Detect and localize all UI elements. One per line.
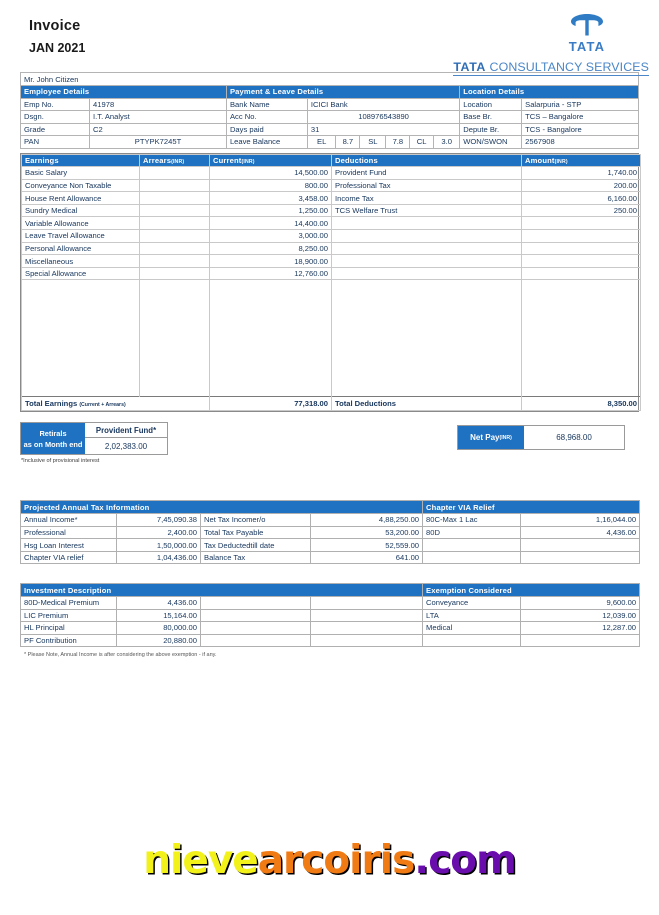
tax-left-value: 1,04,436.00 (117, 551, 201, 564)
spacer-cell (522, 280, 641, 289)
page-title: Invoice (29, 18, 81, 34)
spacer-cell (140, 280, 210, 289)
deduction-empty-amount (522, 230, 641, 243)
deduction-label: TCS Welfare Trust (332, 204, 522, 217)
earnings-deductions-block (20, 153, 639, 413)
earning-arrears (140, 267, 210, 280)
investment-mid-value (311, 622, 423, 635)
tax-left-value: 7,45,090.38 (117, 514, 201, 527)
employee-details-header: Employee Details (21, 86, 227, 99)
projected-tax-header-row (21, 501, 640, 514)
tax-left-label: Hsg Loan Interest (21, 539, 117, 552)
investment-value: 15,164.00 (117, 609, 201, 622)
arrears-col-header (140, 154, 210, 167)
exemption-label (423, 634, 521, 647)
earning-current: 14,400.00 (210, 217, 332, 230)
table-row (21, 609, 640, 622)
dsgn-value: I.T. Analyst (90, 111, 227, 124)
earning-arrears (140, 167, 210, 180)
table-row (21, 539, 640, 552)
retirals-title (21, 423, 85, 454)
leave-sl-code: SL (360, 136, 386, 149)
acc-no-value: 108976543890 (307, 111, 459, 124)
investment-mid-value (311, 597, 423, 610)
earning-label: Basic Salary (22, 167, 140, 180)
table-row (22, 167, 641, 180)
deduction-empty (332, 242, 522, 255)
earnings-spacer (22, 289, 641, 397)
via-value (521, 539, 640, 552)
deduction-amount: 200.00 (522, 179, 641, 192)
total-earnings-note: (Current + Arrears) (79, 402, 126, 409)
table-row (21, 551, 640, 564)
tax-mid-label: Tax Deductedtill date (201, 539, 311, 552)
deduction-empty (332, 255, 522, 268)
current-col-unit: (INR) (241, 158, 255, 165)
deduction-empty-amount (522, 267, 641, 280)
deduction-empty-amount (522, 255, 641, 268)
net-pay-value: 68,968.00 (556, 433, 592, 443)
deduction-empty (332, 230, 522, 243)
exemption-label: Conveyance (423, 597, 521, 610)
grade-value: C2 (90, 123, 227, 136)
earning-current: 800.00 (210, 179, 332, 192)
leave-cl-value: 3.0 (434, 136, 460, 149)
table-row (22, 242, 641, 255)
deduction-label: Provident Fund (332, 167, 522, 180)
retirals-netpay-row (20, 422, 639, 468)
earning-current: 3,000.00 (210, 230, 332, 243)
deduction-amount: 1,740.00 (522, 167, 641, 180)
table-row (21, 622, 640, 635)
base-br-label: Base Br. (460, 111, 522, 124)
provident-fund-label: Provident Fund* (85, 423, 167, 438)
earning-current: 14,500.00 (210, 167, 332, 180)
investment-label: PF Contribution (21, 634, 117, 647)
total-deductions-label: Total Deductions (332, 397, 522, 411)
tax-left-label: Annual Income* (21, 514, 117, 527)
earnings-spacer (22, 280, 641, 289)
site-watermark (0, 838, 659, 883)
investment-value: 80,000.00 (117, 622, 201, 635)
annual-income-footnote: * Please Note, Annual Income is after considering the above exemption - if any. (24, 652, 217, 659)
emp-no-value: 41978 (90, 98, 227, 111)
table-row (21, 136, 639, 149)
via-value: 4,436.00 (521, 526, 640, 539)
tata-wordmark: TATA (568, 39, 606, 54)
deductions-col-label: Deductions (335, 155, 378, 165)
table-row (22, 179, 641, 192)
via-label: 80C-Max 1 Lac (423, 514, 521, 527)
earning-current: 1,250.00 (210, 204, 332, 217)
earning-current: 18,900.00 (210, 255, 332, 268)
exemption-label: Medical (423, 622, 521, 635)
depute-br-label: Depute Br. (460, 123, 522, 136)
employee-info-block (20, 72, 639, 149)
retirals-title-line2: as on Month end (23, 439, 83, 449)
location-details-header: Location Details (460, 86, 639, 99)
net-pay-text: Net Pay (470, 433, 500, 443)
days-paid-label: Days paid (226, 123, 307, 136)
leave-balance-label: Leave Balance (226, 136, 307, 149)
earning-current: 12,760.00 (210, 267, 332, 280)
grade-label: Grade (21, 123, 90, 136)
table-row (22, 217, 641, 230)
earnings-deductions-table (21, 154, 641, 412)
investment-mid-value (311, 609, 423, 622)
table-row (21, 514, 640, 527)
deduction-empty-amount (522, 217, 641, 230)
net-pay-unit: (INR) (499, 434, 512, 441)
retirals-values (85, 423, 167, 454)
days-paid-value: 31 (307, 123, 459, 136)
tax-mid-label: Balance Tax (201, 551, 311, 564)
provident-fund-value: 2,02,383.00 (104, 442, 148, 452)
chapter-via-header: Chapter VIA Relief (423, 501, 640, 514)
document-header (0, 0, 659, 72)
investment-label: 80D-Medical Premium (21, 597, 117, 610)
earning-label: House Rent Allowance (22, 192, 140, 205)
total-earnings-value: 77,318.00 (210, 397, 332, 411)
location-value: Salarpuria - STP (522, 98, 639, 111)
bank-name-value: ICICI Bank (307, 98, 459, 111)
watermark-part-1: nieve (143, 838, 258, 883)
totals-row (22, 397, 641, 411)
earning-label: Special Allowance (22, 267, 140, 280)
exemption-label: LTA (423, 609, 521, 622)
deduction-label: Income Tax (332, 192, 522, 205)
watermark-part-4: com (428, 838, 516, 883)
bank-name-label: Bank Name (226, 98, 307, 111)
table-row (22, 267, 641, 280)
total-earnings-text: Total Earnings (25, 399, 78, 409)
earning-arrears (140, 192, 210, 205)
earning-arrears (140, 230, 210, 243)
tax-left-value: 2,400.00 (117, 526, 201, 539)
spacer-cell (140, 289, 210, 397)
earning-arrears (140, 217, 210, 230)
investment-value: 4,436.00 (117, 597, 201, 610)
spacer-cell (522, 289, 641, 397)
exemption-value: 9,600.00 (521, 597, 640, 610)
deduction-amount: 6,160.00 (522, 192, 641, 205)
table-row (22, 255, 641, 268)
tax-mid-label: Total Tax Payable (201, 526, 311, 539)
employee-info-table (20, 72, 639, 149)
tata-brand (527, 12, 647, 54)
spacer-cell (332, 280, 522, 289)
via-label (423, 539, 521, 552)
earning-current: 8,250.00 (210, 242, 332, 255)
tata-logo-icon (569, 12, 605, 38)
table-row (21, 597, 640, 610)
deduction-label: Professional Tax (332, 179, 522, 192)
earning-label: Conveyance Non Taxable (22, 179, 140, 192)
via-value (521, 551, 640, 564)
acc-no-label: Acc No. (226, 111, 307, 124)
tax-mid-value: 4,88,250.00 (311, 514, 423, 527)
table-row (21, 526, 640, 539)
won-swon-value: 2567908 (522, 136, 639, 149)
tax-left-label: Chapter VIA relief (21, 551, 117, 564)
projected-tax-table (20, 500, 640, 564)
earning-current: 3,458.00 (210, 192, 332, 205)
investment-mid-label (201, 609, 311, 622)
dsgn-label: Dsgn. (21, 111, 90, 124)
table-row (21, 111, 639, 124)
exemption-value (521, 634, 640, 647)
earning-arrears (140, 179, 210, 192)
projected-tax-header: Projected Annual Tax Information (21, 501, 423, 514)
table-row (21, 123, 639, 136)
via-value: 1,16,044.00 (521, 514, 640, 527)
watermark-part-2: arcoiris (257, 838, 415, 883)
earnings-col-label: Earnings (25, 155, 59, 165)
total-earnings-label (22, 397, 210, 411)
earning-label: Miscellaneous (22, 255, 140, 268)
tax-left-value: 1,50,000.00 (117, 539, 201, 552)
table-row (21, 98, 639, 111)
spacer-cell (22, 280, 140, 289)
earning-arrears (140, 204, 210, 217)
investment-table (20, 583, 640, 647)
spacer-cell (22, 289, 140, 397)
section-header-row (21, 86, 639, 99)
exemption-value: 12,039.00 (521, 609, 640, 622)
net-pay-label (458, 426, 524, 449)
deduction-empty (332, 267, 522, 280)
investment-header-row (21, 584, 640, 597)
investment-label: HL Principal (21, 622, 117, 635)
leave-sl-value: 7.8 (386, 136, 410, 149)
investment-mid-label (201, 634, 311, 647)
investment-value: 20,880.00 (117, 634, 201, 647)
current-col-header (210, 154, 332, 167)
earning-arrears (140, 255, 210, 268)
retirals-box (20, 422, 168, 455)
earning-arrears (140, 242, 210, 255)
tax-mid-value: 52,559.00 (311, 539, 423, 552)
earning-label: Sundry Medical (22, 204, 140, 217)
exemption-value: 12,287.00 (521, 622, 640, 635)
net-pay-box (457, 425, 625, 450)
tcs-brand-line (453, 60, 649, 76)
earnings-header-row (22, 154, 641, 167)
tcs-brand-bold: TATA (453, 60, 486, 74)
emp-no-label: Emp No. (21, 98, 90, 111)
amount-col-unit: (INR) (554, 158, 568, 165)
employee-name: Mr. John Citizen (21, 73, 639, 86)
earning-label: Personal Allowance (22, 242, 140, 255)
total-deductions-value: 8,350.00 (522, 397, 641, 411)
leave-el-code: EL (307, 136, 336, 149)
investment-label: LIC Premium (21, 609, 117, 622)
pan-value: PTYPK7245T (90, 136, 227, 149)
deduction-empty (332, 217, 522, 230)
location-label: Location (460, 98, 522, 111)
pay-period: JAN 2021 (29, 41, 86, 55)
earnings-col-header (22, 154, 140, 167)
pan-label: PAN (21, 136, 90, 149)
arrears-col-label: Arrears (143, 155, 172, 165)
leave-el-value: 8.7 (336, 136, 360, 149)
deductions-col-header (332, 154, 522, 167)
via-label (423, 551, 521, 564)
tax-left-label: Professional (21, 526, 117, 539)
depute-br-value: TCS - Bangalore (522, 123, 639, 136)
table-row (22, 230, 641, 243)
spacer-cell (210, 280, 332, 289)
table-row (21, 634, 640, 647)
payment-leave-details-header: Payment & Leave Details (226, 86, 459, 99)
tax-mid-label: Net Tax Incomer/o (201, 514, 311, 527)
investment-header: Investment Description (21, 584, 423, 597)
table-row (22, 192, 641, 205)
investment-mid-value (311, 634, 423, 647)
tax-mid-value: 641.00 (311, 551, 423, 564)
current-col-label: Current (213, 155, 242, 165)
projected-tax-block (20, 500, 639, 564)
earning-label: Leave Travel Allowance (22, 230, 140, 243)
base-br-value: TCS – Bangalore (522, 111, 639, 124)
deduction-empty-amount (522, 242, 641, 255)
leave-cl-code: CL (410, 136, 434, 149)
spacer-cell (210, 289, 332, 397)
investment-block (20, 583, 639, 647)
table-row (22, 204, 641, 217)
watermark-part-3: . (414, 838, 429, 883)
won-swon-label: WON/SWON (460, 136, 522, 149)
retirals-note: *Inclusive of provisional interest (21, 458, 100, 465)
via-label: 80D (423, 526, 521, 539)
amount-col-label: Amount (525, 155, 555, 165)
tax-mid-value: 53,200.00 (311, 526, 423, 539)
deduction-amount: 250.00 (522, 204, 641, 217)
spacer-cell (332, 289, 522, 397)
amount-col-header (522, 154, 641, 167)
tcs-brand-rest: CONSULTANCY SERVICES (486, 60, 649, 74)
investment-mid-label (201, 597, 311, 610)
retirals-title-line1: Retirals (39, 428, 67, 438)
investment-mid-label (201, 622, 311, 635)
earning-label: Variable Allowance (22, 217, 140, 230)
exemption-header: Exemption Considered (423, 584, 640, 597)
arrears-col-unit: (INR) (171, 158, 185, 165)
